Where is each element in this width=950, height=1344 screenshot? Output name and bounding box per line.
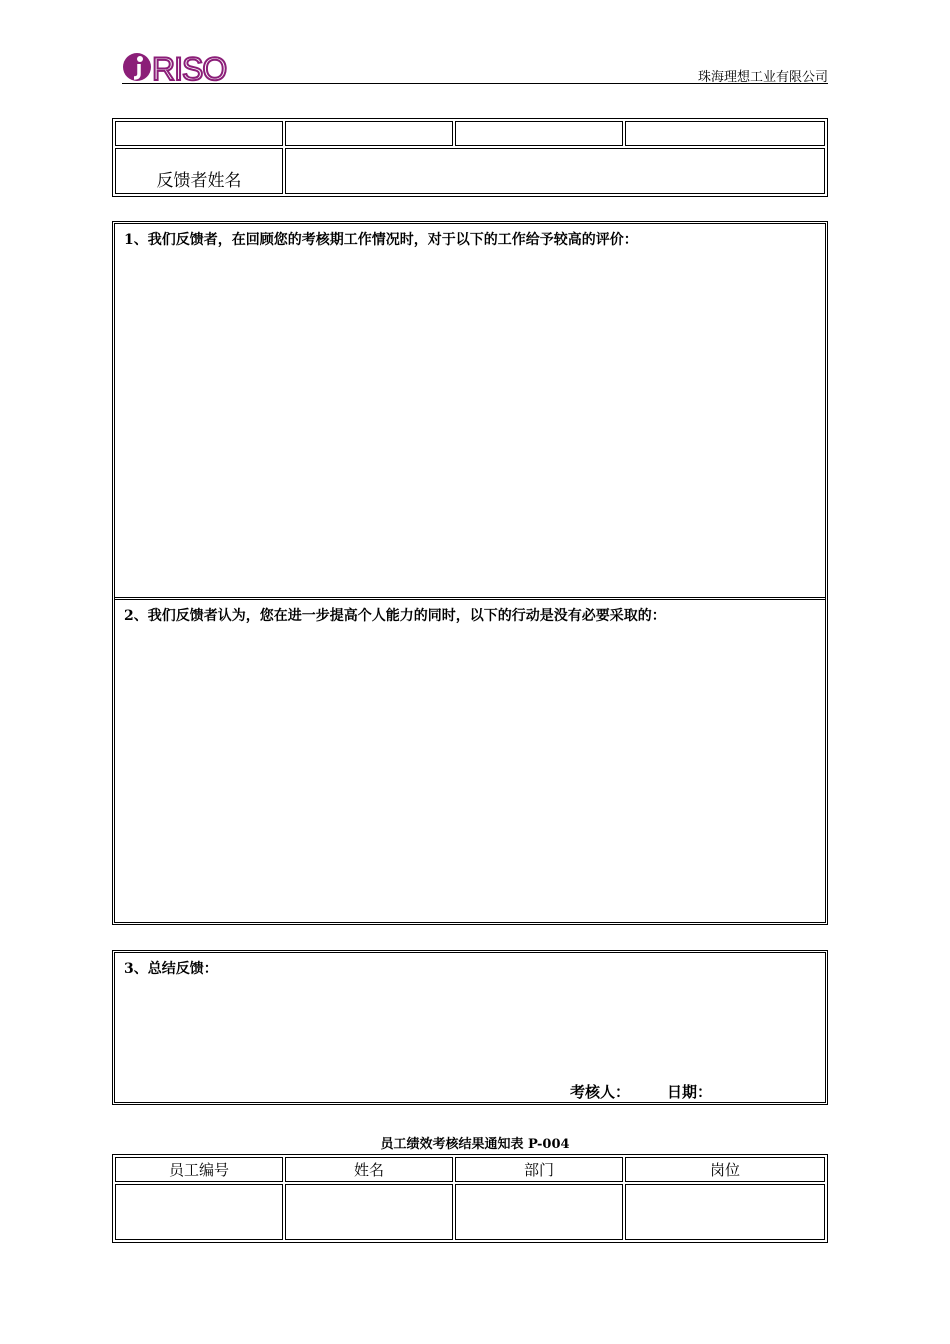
feedback-name-label: 反馈者姓名 — [115, 148, 283, 194]
section-2-title: 2、我们反馈者认为，您在进一步提高个人能力的同时，以下的行动是没有必要采取的： — [124, 608, 666, 624]
header-department: 部门 — [455, 1157, 623, 1182]
table-cell — [285, 1184, 453, 1240]
date-label: 日期： — [667, 1083, 713, 1101]
header-name: 姓名 — [285, 1157, 453, 1182]
table-cell — [285, 121, 453, 146]
table-cell — [625, 121, 825, 146]
logo-text: RISO — [152, 51, 227, 84]
reviewer-label: 考核人： — [570, 1083, 631, 1101]
table-cell — [455, 121, 623, 146]
summary-box — [112, 950, 828, 1105]
feedback-name-value — [285, 148, 825, 194]
header-divider — [122, 83, 828, 84]
form-caption: 员工绩效考核结果通知表 P-004 — [380, 1137, 570, 1152]
riso-logo — [122, 50, 232, 84]
feedback-info-table — [112, 118, 828, 197]
section-3-title: 3、总结反馈： — [124, 961, 218, 977]
header-employee-id: 员工编号 — [115, 1157, 283, 1182]
header-position: 岗位 — [625, 1157, 825, 1182]
table-cell — [455, 1184, 623, 1240]
feedback-box — [112, 221, 828, 925]
table-cell — [115, 121, 283, 146]
employee-table — [112, 1154, 828, 1243]
section-unnecessary-actions — [115, 600, 825, 922]
section-praise — [115, 224, 825, 600]
table-cell — [625, 1184, 825, 1240]
table-cell — [115, 1184, 283, 1240]
section-1-title: 1、我们反馈者，在回顾您的考核期工作情况时，对于以下的工作给予较高的评价： — [124, 232, 638, 248]
company-name: 珠海理想工业有限公司 — [697, 70, 828, 85]
